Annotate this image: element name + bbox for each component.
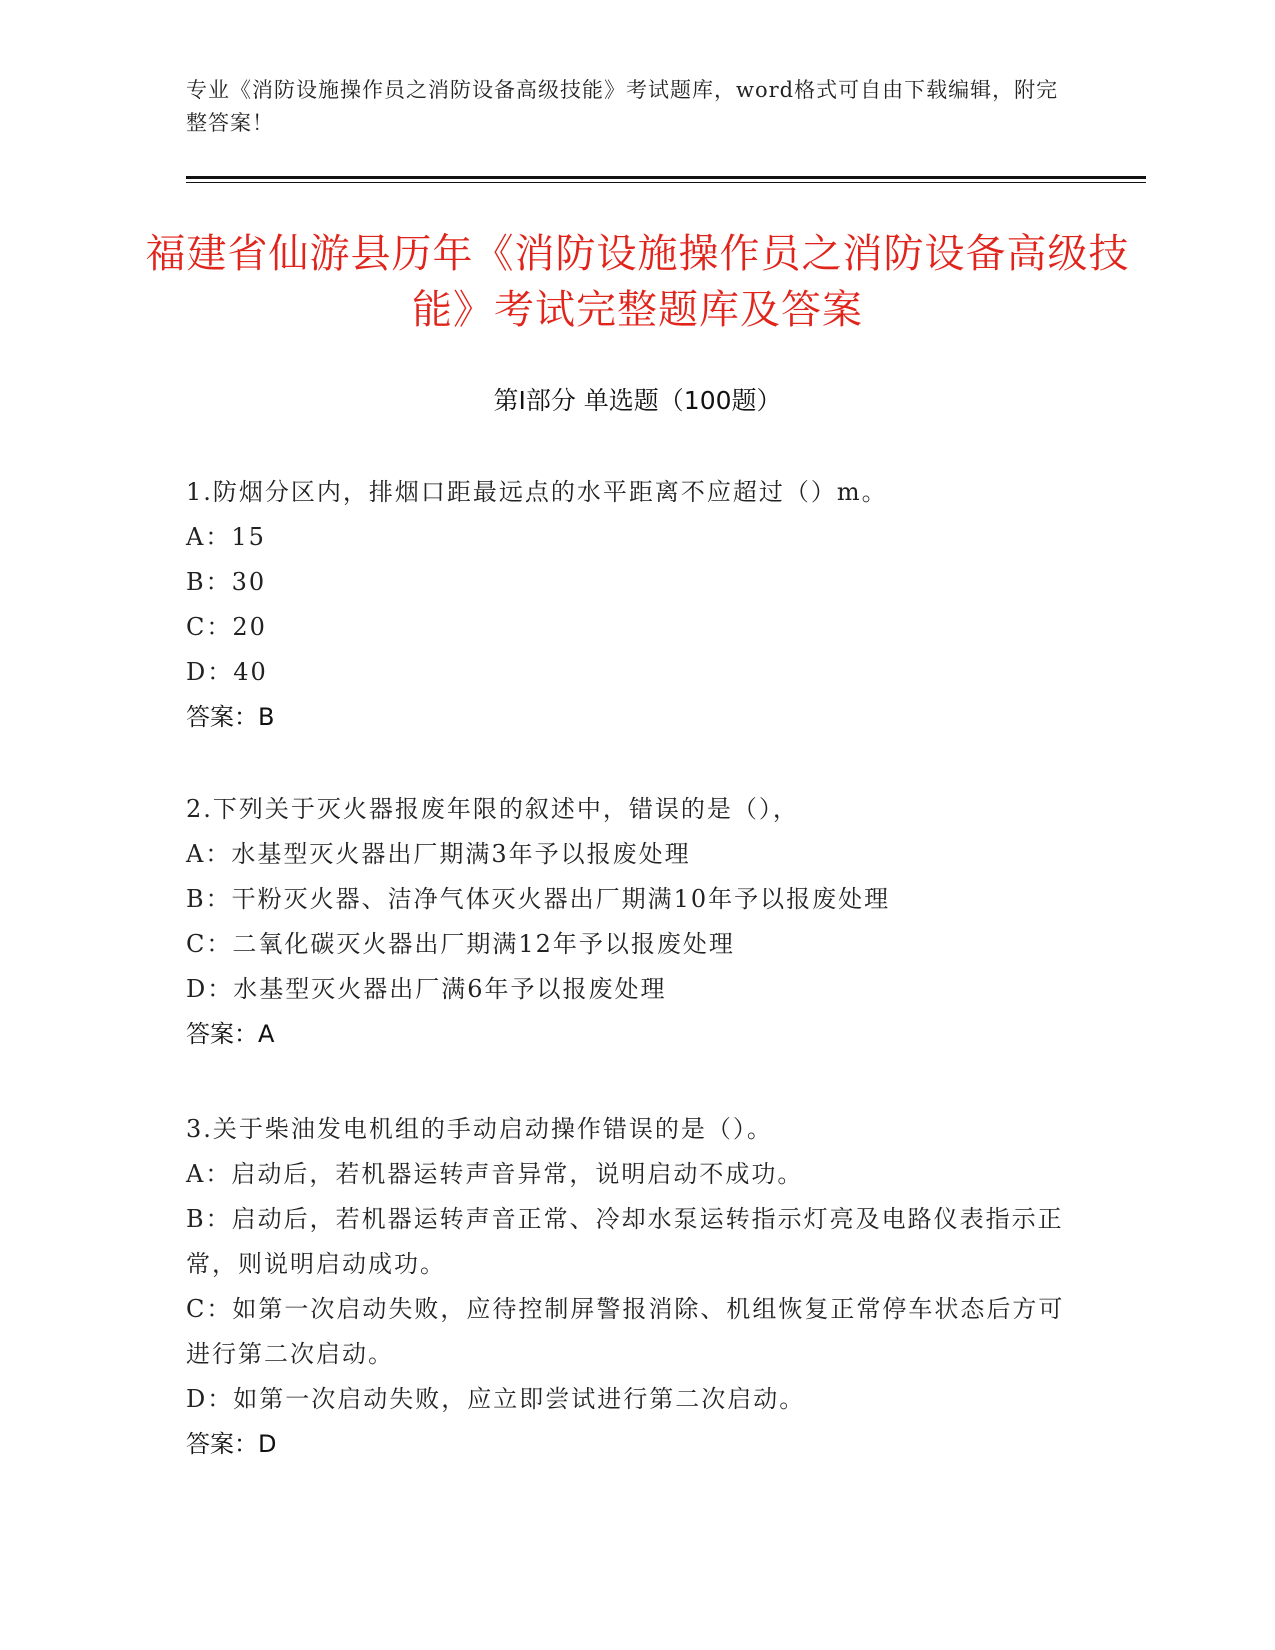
option-c: C：如第一次启动失败，应待控制屏警报消除、机组恢复正常停车状态后方可进行第二次启动。 xyxy=(186,1295,1065,1368)
option-c: C：20 xyxy=(186,613,267,641)
option-b: B：30 xyxy=(186,568,267,596)
question-block xyxy=(186,1107,1086,1467)
header-divider-thick xyxy=(186,176,1146,179)
option-d: D：水基型灭火器出厂满6年予以报废处理 xyxy=(186,975,667,1003)
answer-line: 答案：D xyxy=(186,1430,277,1458)
question-block xyxy=(186,787,1086,1057)
section-heading: 第I部分 单选题（100题） xyxy=(493,386,782,415)
question-stem: 3.关于柴油发电机组的手动启动操作错误的是（）。 xyxy=(186,1115,773,1143)
answer-line: 答案：A xyxy=(186,1020,275,1048)
option-b: B：启动后，若机器运转声音正常、冷却水泵运转指示灯亮及电路仪表指示正常，则说明启动成功。 xyxy=(186,1205,1064,1278)
option-c: C：二氧化碳灭火器出厂期满12年予以报废处理 xyxy=(186,930,735,958)
question-stem: 1.防烟分区内，排烟口距最远点的水平距离不应超过（）m。 xyxy=(186,478,888,506)
option-a: A：启动后，若机器运转声音异常，说明启动不成功。 xyxy=(186,1160,804,1188)
answer-line: 答案：B xyxy=(186,703,275,731)
question-block xyxy=(186,470,1086,740)
option-d: D：如第一次启动失败，应立即尝试进行第二次启动。 xyxy=(186,1385,806,1413)
header-note: 专业《消防设施操作员之消防设备高级技能》考试题库，word格式可自由下载编辑，附完整答案！ xyxy=(186,78,1059,135)
header-divider-thin xyxy=(186,182,1146,183)
document-title: 福建省仙游县历年《消防设施操作员之消防设备高级技能》考试完整题库及答案 xyxy=(145,231,1130,333)
option-a: A：15 xyxy=(186,523,266,551)
option-b: B：干粉灭火器、洁净气体灭火器出厂期满10年予以报废处理 xyxy=(186,885,891,913)
option-d: D：40 xyxy=(186,658,268,686)
option-a: A：水基型灭火器出厂期满3年予以报废处理 xyxy=(186,840,691,868)
question-stem: 2.下列关于灭火器报废年限的叙述中，错误的是（）， xyxy=(186,795,799,823)
